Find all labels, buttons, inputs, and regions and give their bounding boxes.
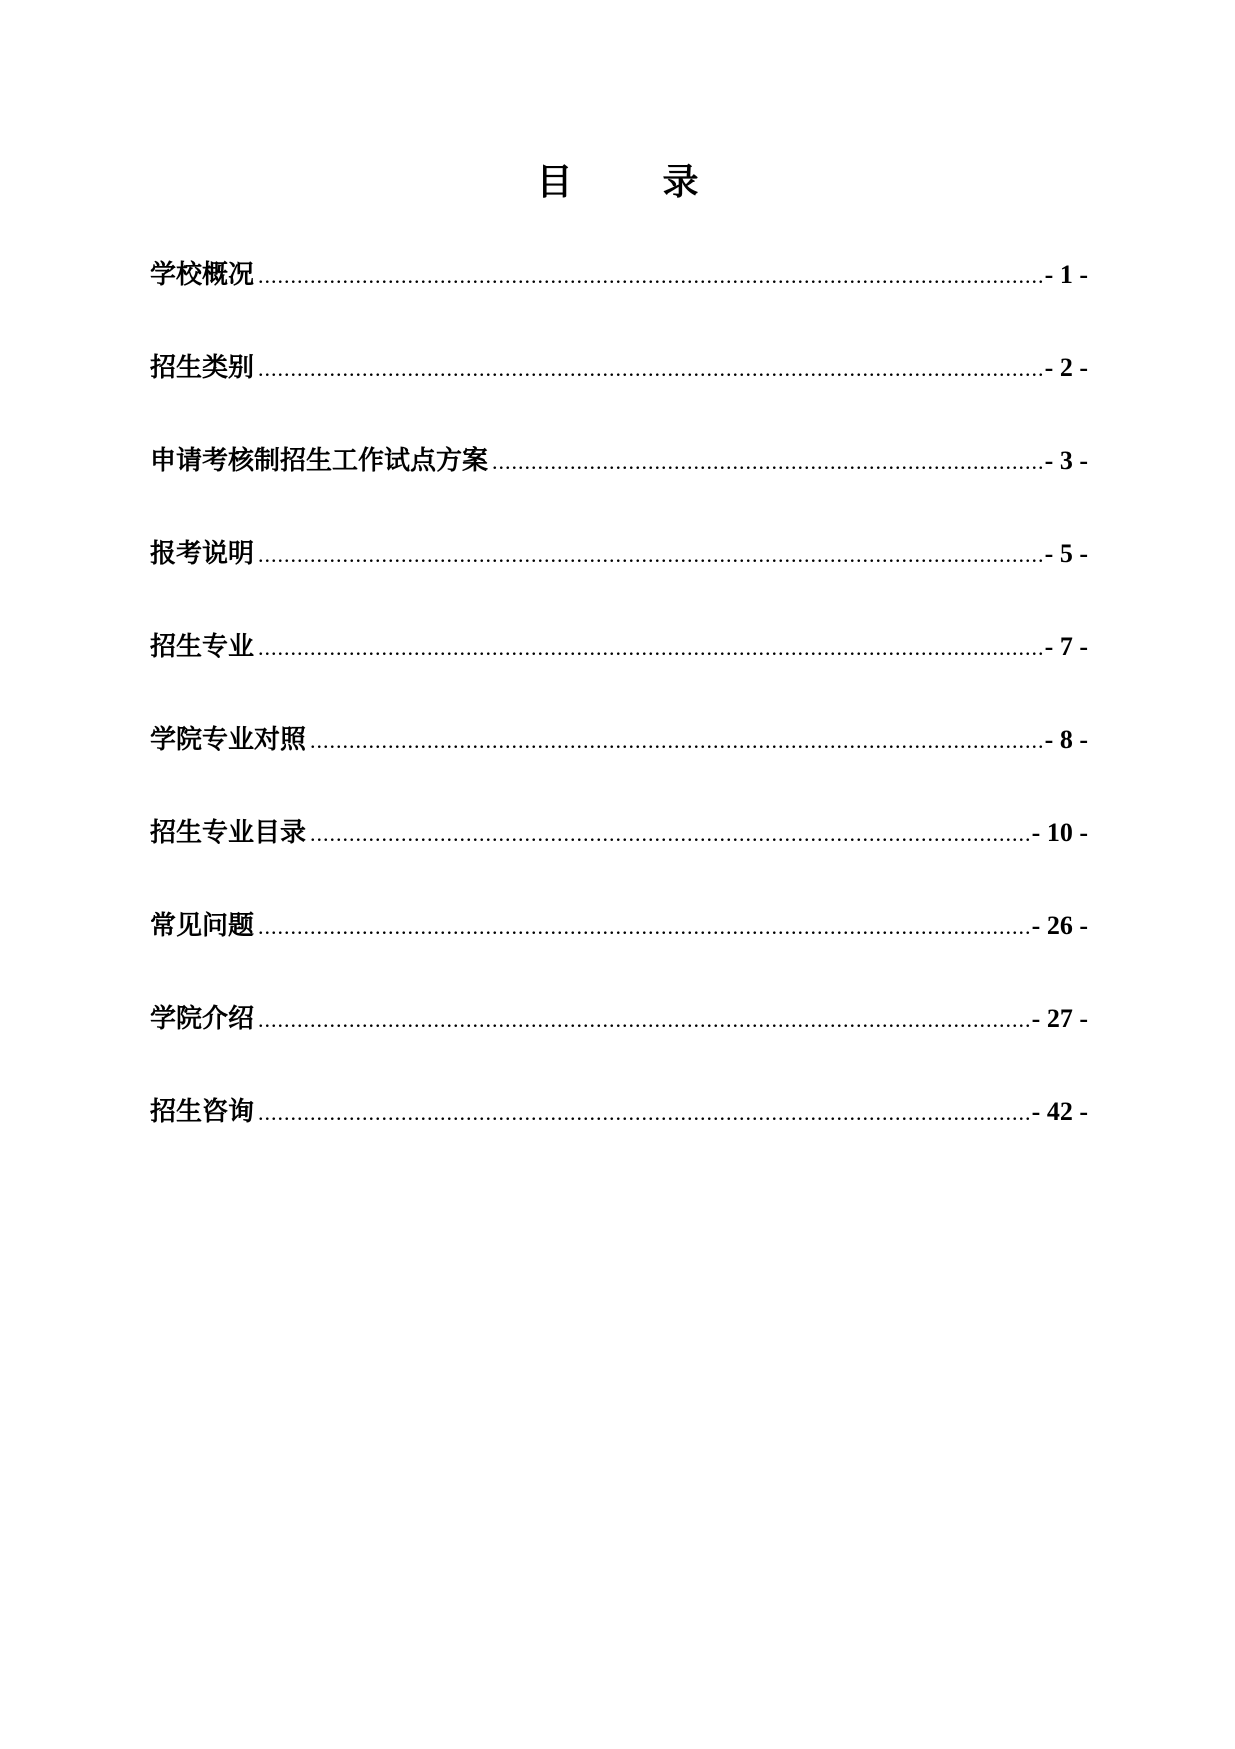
toc-entry-label: 学院专业对照 [150, 725, 307, 755]
toc-entry-page: - 5 - [1044, 539, 1088, 568]
toc-entry-label: 学院介绍 [150, 1004, 255, 1034]
toc-entry-page: - 42 - [1031, 1097, 1088, 1126]
dot-leader [258, 535, 1043, 575]
toc-entry-page: - 2 - [1044, 353, 1088, 382]
toc-entry-page: - 7 - [1044, 632, 1088, 661]
toc-entry-label: 学校概况 [150, 260, 255, 290]
toc-entry-label: 报考说明 [150, 539, 255, 569]
toc-entry[interactable] [150, 441, 1088, 534]
toc-title-char: 录 [662, 162, 699, 203]
toc-title [0, 158, 1235, 208]
toc-entry[interactable] [150, 627, 1088, 720]
toc-entry[interactable] [150, 534, 1088, 627]
toc-title-char: 目 [536, 162, 573, 203]
toc-entry-label: 招生专业目录 [150, 818, 307, 848]
toc-entry-label: 招生类别 [150, 353, 255, 383]
dot-leader [258, 907, 1030, 947]
toc-entry-page: - 10 - [1031, 818, 1088, 847]
toc-entry-page: - 26 - [1031, 911, 1088, 940]
dot-leader [258, 256, 1043, 296]
toc-entry[interactable] [150, 720, 1088, 813]
toc-entry-label: 招生咨询 [150, 1097, 255, 1127]
toc-entry-page: - 3 - [1044, 446, 1088, 475]
dot-leader [258, 1093, 1030, 1133]
toc-entry[interactable] [150, 906, 1088, 999]
toc-entry-page: - 8 - [1044, 725, 1088, 754]
toc-entry-page: - 27 - [1031, 1004, 1088, 1033]
dot-leader [258, 349, 1043, 389]
toc-entry-label: 常见问题 [150, 911, 255, 941]
toc-entry[interactable] [150, 1092, 1088, 1185]
toc-entry[interactable] [150, 999, 1088, 1092]
toc-entry-page: - 1 - [1044, 260, 1088, 289]
dot-leader [310, 814, 1030, 854]
dot-leader [258, 628, 1043, 668]
toc-entry[interactable] [150, 255, 1088, 348]
toc-list [150, 255, 1088, 1185]
toc-entry-label: 招生专业 [150, 632, 255, 662]
dot-leader [310, 721, 1043, 761]
toc-entry-label: 申请考核制招生工作试点方案 [150, 446, 489, 476]
toc-entry[interactable] [150, 348, 1088, 441]
dot-leader [258, 1000, 1030, 1040]
dot-leader [492, 442, 1043, 482]
toc-entry[interactable] [150, 813, 1088, 906]
